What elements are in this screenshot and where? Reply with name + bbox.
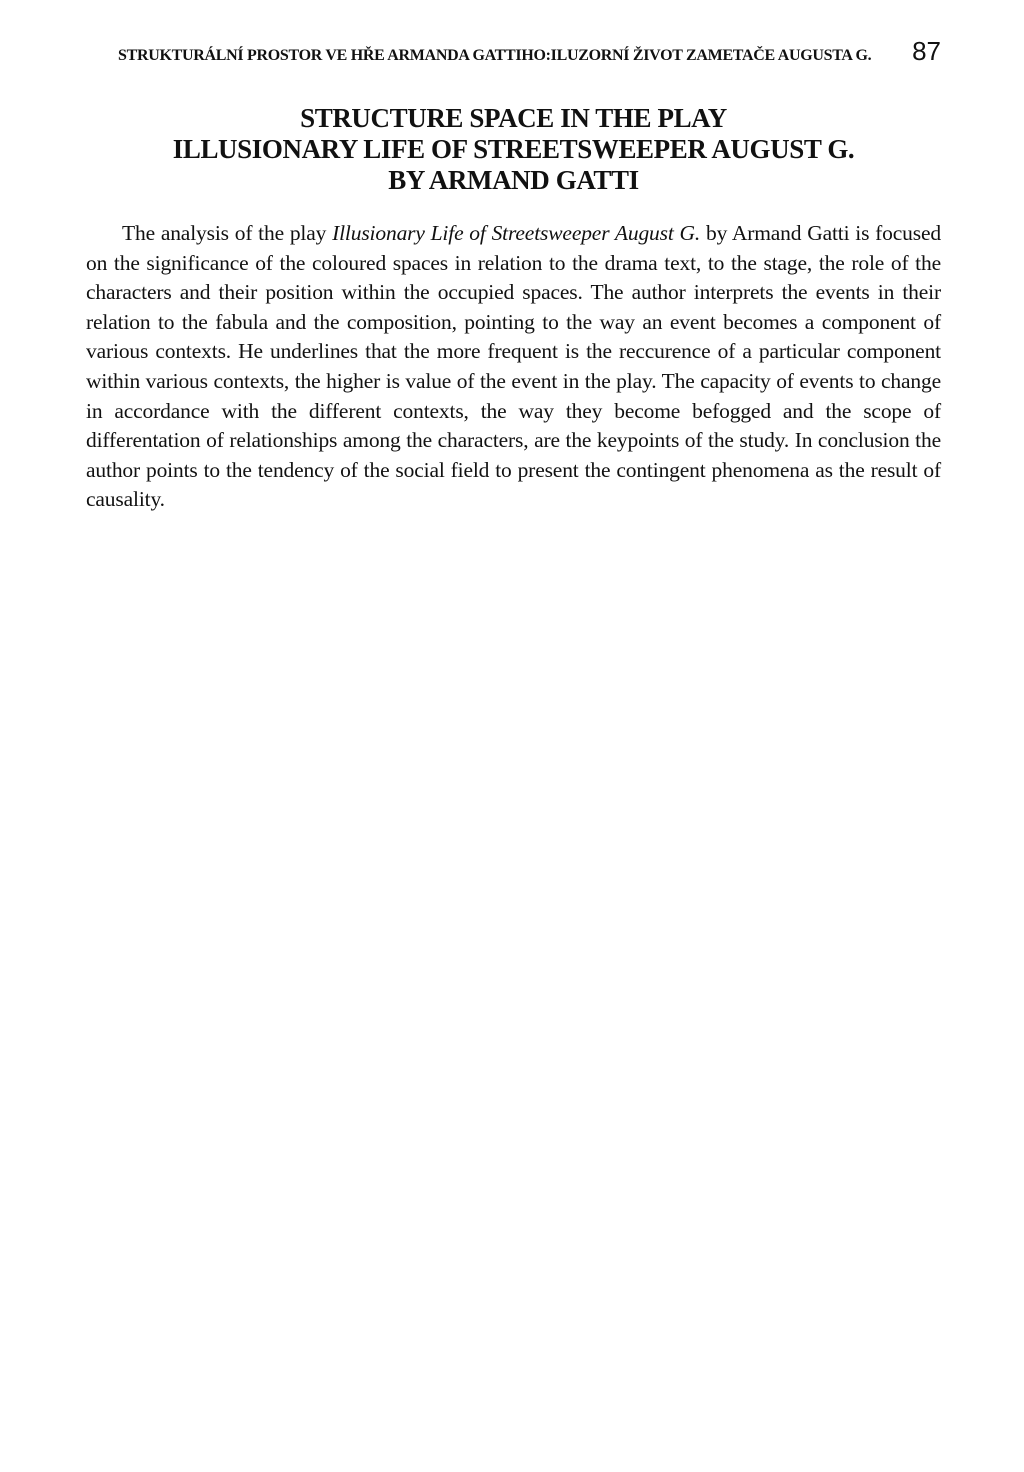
article-title [86, 103, 941, 196]
title-line-2: ILLUSIONARY LIFE OF STREETSWEEPER AUGUST G. [172, 134, 855, 164]
running-header [118, 38, 941, 65]
running-title: STRUKTURÁLNÍ PROSTOR VE HŘE ARMANDA GATTIHO:ILUZORNÍ ŽIVOT ZAMETAČE AUGUSTA G. [118, 47, 872, 64]
abstract-lead: The analysis of the play [122, 221, 333, 245]
title-line-1: STRUCTURE SPACE IN THE PLAY [300, 103, 727, 133]
abstract-body: by Armand Gatti is focused on the significance of the coloured spaces in relation to the drama text, to the stage, the role of the characters and their position within the occupied spaces. The author interprets the events in their relation to the fabula and the composition, pointing to the way an event becomes a component of various contexts. He underlines that the more frequent is the reccurence of a particular component within various contexts, the higher is value of the event in the play. The capacity of events to change in accordance with the different contexts, the way they become befogged and the scope of differentation of relationships among the characters, are the keypoints of the study. In conclusion the author points to the tendency of the social field to present the contingent phenomena as the result of causality. [86, 221, 941, 512]
page-number: 87 [912, 36, 941, 66]
page [86, 38, 941, 536]
title-line-3: BY ARMAND GATTI [388, 165, 639, 195]
play-title: Illusionary Life of Streetsweeper August G. [332, 221, 701, 245]
abstract-paragraph [86, 219, 941, 515]
